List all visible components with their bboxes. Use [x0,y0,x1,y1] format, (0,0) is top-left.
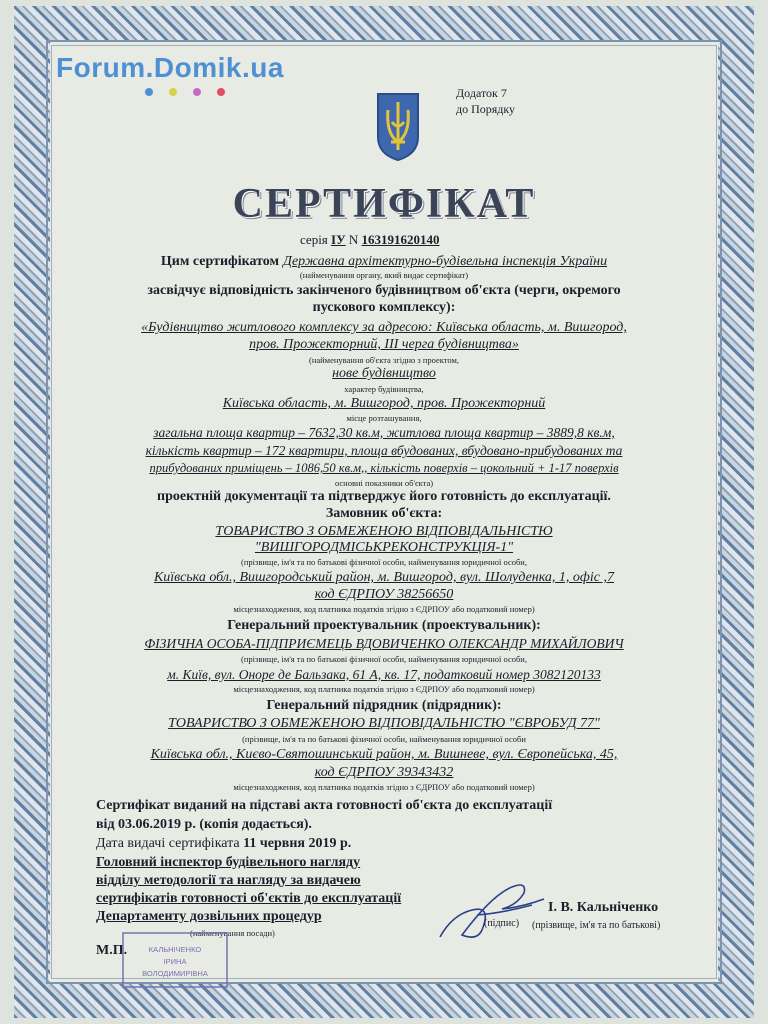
series-value: ІУ [331,232,346,247]
handwritten-signature [432,875,552,945]
purple-dot [193,88,201,96]
official-caption: (найменування посади) [190,928,275,938]
blue-dot [145,88,153,96]
official-line2: відділу методології та нагляду за видачею [96,873,361,888]
svg-text:КАЛЬНІЧЕНКО: КАЛЬНІЧЕНКО [148,945,202,954]
svg-text:ІРИНА: ІРИНА [163,957,187,966]
contractor-heading: Генеральний підрядник (підрядник): [266,698,502,713]
watermark-dots [145,88,225,96]
signature-caption: (підпис) [484,918,520,929]
serial-number [300,232,440,248]
red-dot [217,88,225,96]
customer-name1: ТОВАРИСТВО З ОБМЕЖЕНОЮ ВІДПОВІДАЛЬНІСТЮ [215,524,553,539]
issue-date-label: Дата видачі сертифіката [96,836,240,851]
official-line3: сертифікатів готовності об'єктів до експлуатації [96,891,402,906]
series-label: серія [300,232,328,247]
customer-code: код ЄДРПОУ 38256650 [314,587,454,602]
signatory-name-caption: (прізвище, ім'я та по батькові) [532,920,661,931]
designer-name: ФІЗИЧНА ОСОБА-ПІДПРИЄМЕЦЬ ВДОВИЧЕНКО ОЛЕКСАНДР МИХАЙЛОВИЧ [144,636,624,651]
location-value: Київська область, м. Вишгород, пров. Прожекторний [222,396,546,411]
customer-heading: Замовник об'єкта: [325,506,443,521]
customer-address: Київська обл., Вишгородський район, м. Вишгород, вул. Шолуденка, 1, офіс ,7 [154,570,614,585]
statement-line1: засвідчує відповідність закінченого будівництвом об'єкта (черги, окремого [147,283,621,298]
contractor-caption2: місцезнаходження, код платника податків згідно з ЄДРПОУ або податковий номер) [233,782,535,792]
customer-name2: "ВИШГОРОДМІСЬКРЕКОНСТРУКЦІЯ-1" [254,540,514,555]
issuer-line [0,252,768,270]
official-line4: Департаменту дозвільних процедур [96,909,322,924]
issue-date [96,836,696,852]
customer-caption1: (прізвище, ім'я та по батькові фізичної особи, найменування юридичної особи, [241,557,527,567]
site-watermark: Forum.Domik.ua [56,52,284,83]
annex-line2: до Порядку [456,102,516,116]
official-line1: Головний інспектор будівельного нагляду [96,855,361,870]
object-line2: пров. Прожекторний, ІІІ черга будівництва» [249,337,519,352]
annex-line1: Додаток 7 [456,86,507,100]
indicators-caption: основні показники об'єкта) [334,478,434,488]
contractor-name: ТОВАРИСТВО З ОБМЕЖЕНОЮ ВІДПОВІДАЛЬНІСТЮ "ЄВРОБУД 77" [168,716,600,731]
certificate-title: СЕРТИФІКАТ [232,181,536,227]
object-line1: «Будівництво житлового комплексу за адресою: Київська область, м. Вишгород, [141,320,627,335]
designer-caption2: місцезнаходження, код платника податків згідно з ЄДРПОУ або податковий номер) [233,684,535,694]
designer-address: м. Київ, вул. Оноре де Бальзака, 61 А, кв. 17, податковий номер 3082120133 [167,667,601,682]
customer-caption2: місцезнаходження, код платника податків згідно з ЄДРПОУ або податковий номер) [233,604,535,614]
contractor-code: код ЄДРПОУ 39343432 [314,765,454,780]
designer-heading: Генеральний проектувальник (проектувальник): [227,618,541,633]
issuer-caption: (найменування органу, який видає сертифікат) [299,270,469,280]
location-caption: місце розташування, [346,413,422,423]
seal-label: М.П. [96,943,128,958]
issuer-name: Державна архітектурно-будівельна інспекція України [283,254,608,269]
issue-date-value: 11 червня 2019 р. [243,836,352,851]
svg-text:ВОЛОДИМИРІВНА: ВОЛОДИМИРІВНА [142,969,208,978]
character-caption: характер будівництва, [344,384,424,394]
yellow-dot [169,88,177,96]
project-doc-line: проектній документації та підтверджує його готовність до експлуатації. [157,489,611,504]
official-stamp [120,930,230,990]
coat-of-arms-icon [373,92,423,162]
statement-line2: пускового комплексу): [312,300,456,315]
signatory-name: І. В. Кальніченко [548,900,659,915]
object-caption: (найменування об'єкта згідно з проектом, [308,355,460,365]
issuer-prefix: Цим сертифікатом [160,254,280,269]
contractor-address: Київська обл., Києво-Святошинський район, м. Вишневе, вул. Європейська, 45, [150,747,618,762]
indicators-line2: кількість квартир – 172 квартири, площа вбудованих, вбудовано-прибудованих та [145,443,623,458]
indicators-line3: прибудованих приміщень – 1086,50 кв.м,, кількість поверхів – цокольний + 1-17 поверхів [149,461,619,475]
number-value: 163191620140 [361,232,440,247]
character-value: нове будівництво [332,366,436,381]
annex-note [456,85,515,117]
indicators-line1: загальна площа квартир – 7632,30 кв.м, житлова площа квартир – 3889,8 кв.м, [153,425,615,440]
number-label: N [348,232,359,247]
designer-caption1: (прізвище, ім'я та по батькові фізичної особи, найменування юридичної особи, [241,654,527,664]
basis-line1: Сертифікат виданий на підставі акта готовності об'єкта до експлуатації [96,798,553,813]
basis-line2: від 03.06.2019 р. (копія додається). [96,817,312,832]
contractor-caption1: (прізвище, ім'я та по батькові фізичної особи, найменування юридичної особи [242,734,526,744]
